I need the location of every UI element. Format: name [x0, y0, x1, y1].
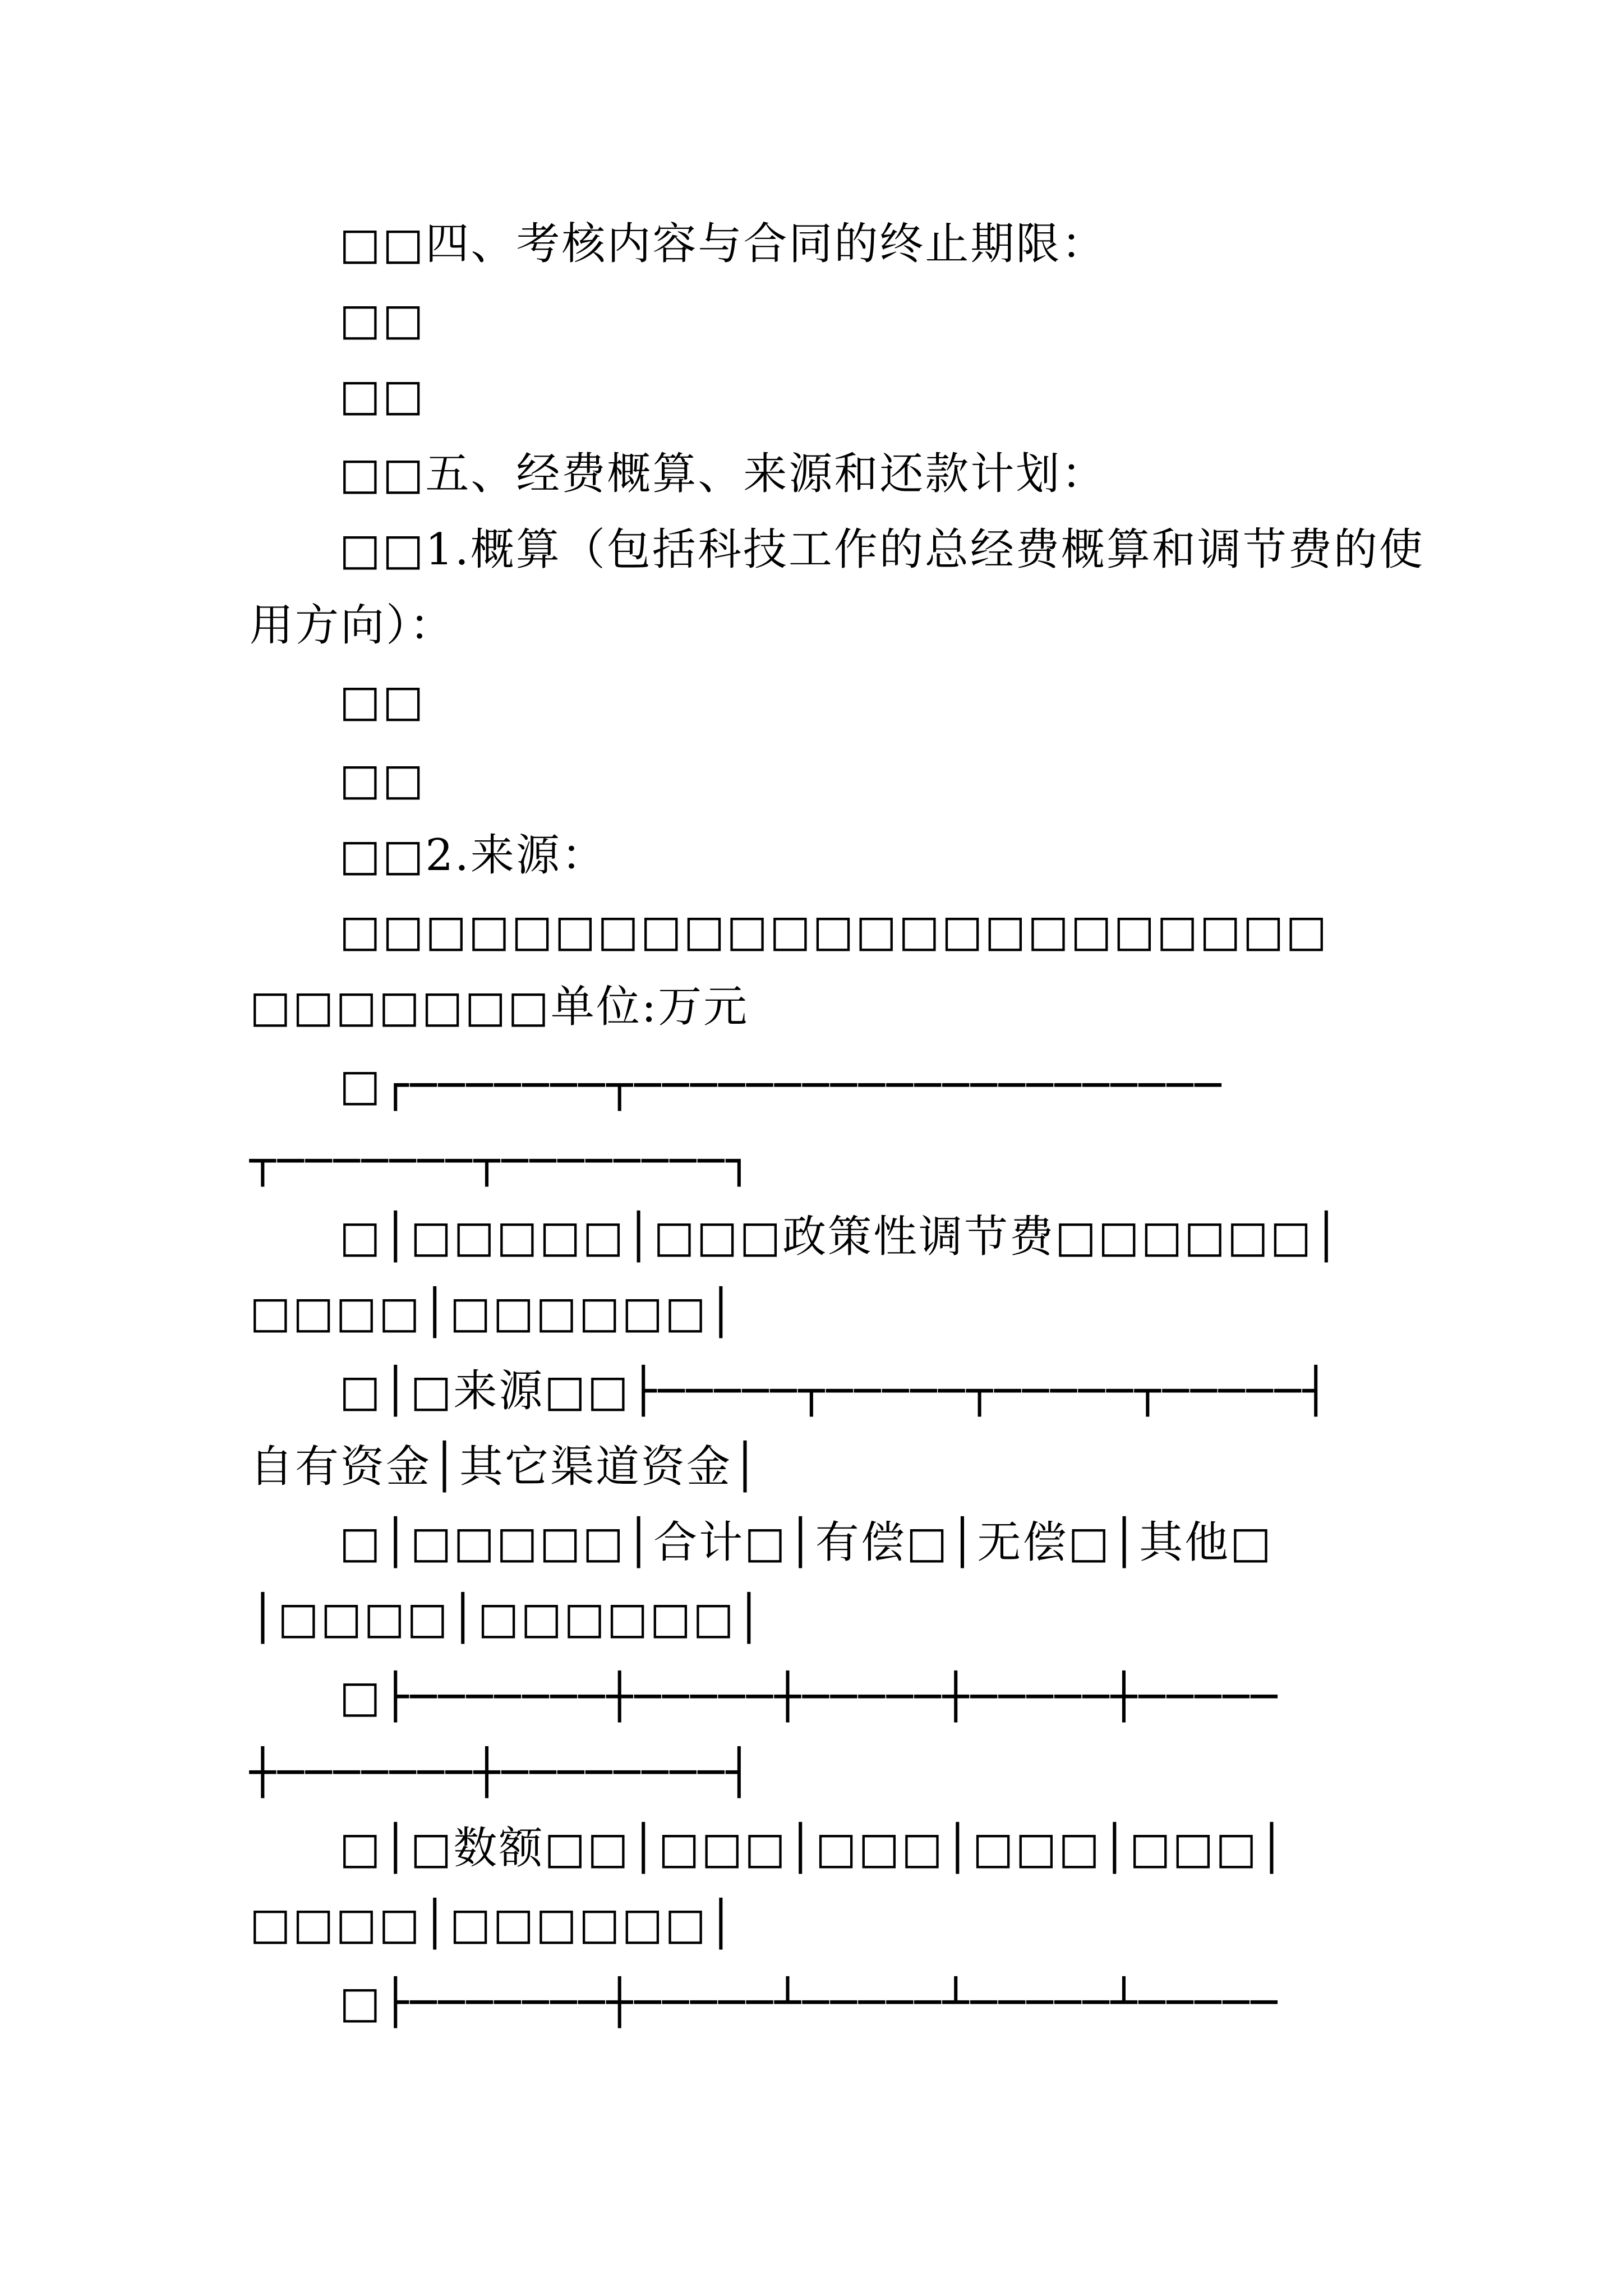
table-border-line: ┬───────┬────────┐ [250, 1136, 754, 1186]
table-row-line: □│□□□□□│□□□政策性调节费□□□□□□│ [339, 1212, 1341, 1262]
text-line: □□1.概算（包括科技工作的总经费概算和调节费的使 [339, 524, 1424, 575]
table-row-line: □□□□│□□□□□□│ [250, 1899, 736, 1949]
table-border-line: □├───────┼─────┴─────┴─────┴───── [339, 1977, 1279, 2028]
text-line: □□□□□□□□□□□□□□□□□□□□□□□ [339, 906, 1329, 956]
table-row-line: □□□□│□□□□□□│ [250, 1287, 736, 1338]
table-row-line: │□□□□│□□□□□□│ [250, 1593, 764, 1644]
table-border-line: ┼───────┼────────┤ [250, 1747, 754, 1798]
table-border-line: □├───────┼─────┼─────┼─────┼───── [339, 1672, 1279, 1722]
table-row-line: □│□□□□□│合计□│有偿□│无偿□│其他□ [339, 1517, 1273, 1568]
text-line: □□□□□□□单位:万元 [250, 982, 749, 1032]
text-line: □□四、考核内容与合同的终止期限： [339, 219, 1107, 269]
text-line: □□ [339, 754, 426, 805]
text-line: □□ [339, 370, 426, 421]
text-line: □□五、经费概算、来源和还款计划： [339, 449, 1107, 499]
table-row-line: 自有资金│其它渠道资金│ [250, 1442, 760, 1492]
table-row-line: □│□来源□□├─────┬─────┬─────┬─────┤ [339, 1366, 1331, 1416]
text-line: □□ [339, 676, 426, 726]
table-border-line: □┌───────┬───────────────────── [339, 1060, 1223, 1111]
table-row-line: □│□数额□□│□□□│□□□│□□□│□□□│ [339, 1823, 1287, 1874]
text-line: 用方向）： [250, 600, 455, 651]
text-line: □□ [339, 295, 426, 345]
text-line: □□2.来源： [339, 830, 607, 881]
